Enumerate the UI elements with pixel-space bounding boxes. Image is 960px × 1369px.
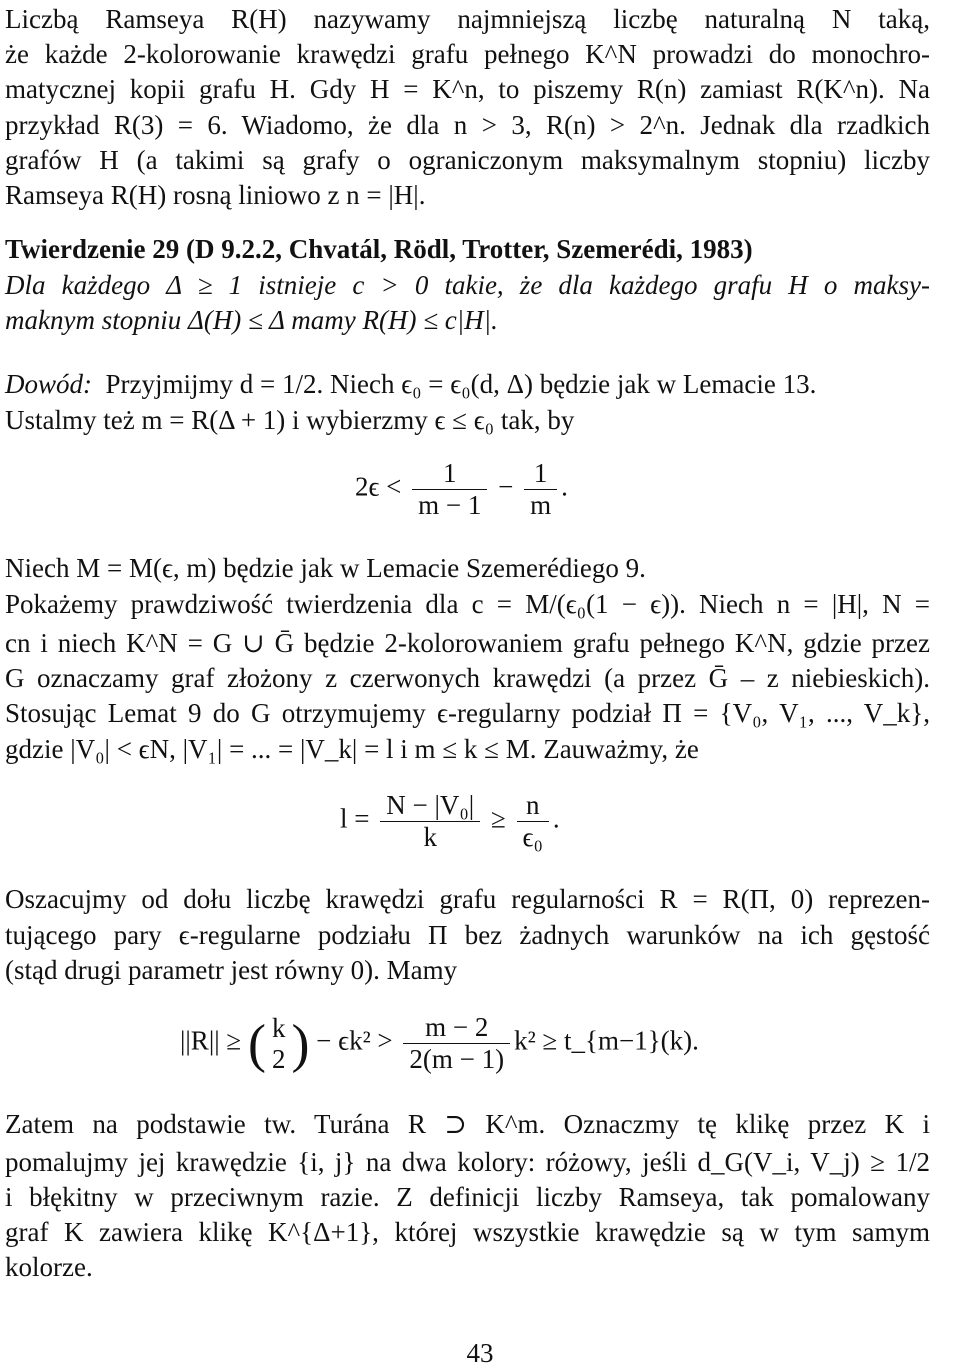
eq3-lhs: ||R|| ≥ bbox=[180, 1025, 242, 1056]
proof-para4-line-4: graf K zawiera klikę K^{Δ+1}, której wszystkie krawędzie są w tym samym bbox=[5, 1217, 930, 1247]
eq1-f2-num: 1 bbox=[533, 458, 548, 488]
intro-line-1: Liczbą Ramseya R(H) nazywamy najmniejszą liczbę naturalną N taką, bbox=[5, 4, 930, 34]
equation-3 bbox=[180, 1012, 699, 1075]
proof-para2-line-3: cn i niech K^N = G ∪ Ḡ będzie 2-kolorowaniem grafu pełnego K^N, gdzie przez bbox=[5, 628, 930, 658]
eq2-fraction-1 bbox=[380, 790, 480, 853]
eq1-fraction-1 bbox=[412, 458, 487, 521]
page-number: 43 bbox=[466, 1338, 494, 1368]
proof-line-1-text: Przyjmijmy d = 1/2. Niech ϵ₀ = ϵ₀(d, Δ) będzie jak w Lemacie 13. bbox=[105, 369, 817, 399]
eq2-den: k bbox=[380, 821, 480, 853]
proof-para2-line-5: Stosując Lemat 9 do G otrzymujemy ϵ-regularny podział Π = {V₀, V₁, ..., V_k}, bbox=[5, 698, 930, 728]
eq2-fraction-2 bbox=[517, 790, 549, 853]
eq2-lhs: l = bbox=[340, 803, 370, 834]
proof-para2-line-4: G oznaczamy graf złożony z czerwonych krawędzi (a przez Ḡ – z niebieskich). bbox=[5, 663, 930, 693]
eq2-den2: ϵ₀ bbox=[517, 821, 549, 853]
theorem-heading: Twierdzenie 29 (D 9.2.2, Chvatál, Rödl, Trotter, Szemerédi, 1983) bbox=[5, 234, 753, 264]
eq3-binomial bbox=[266, 1013, 292, 1075]
eq2-num: N − |V₀| bbox=[386, 790, 475, 820]
proof-para3-line-2: tującego pary ϵ-regularne podziału Π bez żadnych warunków na ich gęstość bbox=[5, 920, 930, 950]
proof-para4-line-5: kolorze. bbox=[5, 1252, 93, 1282]
theorem-statement-line-2: maknym stopniu Δ(H) ≤ Δ mamy R(H) ≤ c|H|. bbox=[5, 305, 498, 335]
intro-line-4: przykład R(3) = 6. Wiadomo, że dla n > 3, R(n) > 2^n. Jednak dla rzadkich bbox=[5, 110, 930, 140]
proof-para4-line-1: Zatem na podstawie tw. Turána R ⊃ K^m. Oznaczmy tę klikę przez K i bbox=[5, 1109, 930, 1139]
proof-para3-line-1: Oszacujmy od dołu liczbę krawędzi grafu regularności R = R(Π, 0) reprezen- bbox=[5, 884, 930, 914]
intro-line-3: matycznej kopii grafu H. Gdy H = K^n, to piszemy R(n) zamiast R(K^n). Na bbox=[5, 74, 930, 104]
eq2-num2: n bbox=[525, 790, 540, 820]
proof-para2-line-6: gdzie |V₀| < ϵN, |V₁| = ... = |V_k| = l i m ≤ k ≤ M. Zauważmy, że bbox=[5, 734, 699, 764]
eq1-tail: . bbox=[561, 471, 568, 502]
proof-line-1 bbox=[5, 367, 930, 401]
proof-para4-line-3: i błękitny w przeciwnym razie. Z definicji liczby Ramseya, tak pomalowany bbox=[5, 1182, 930, 1212]
eq1-f2-den: m bbox=[524, 489, 557, 521]
eq3-binom-top: k bbox=[271, 1012, 286, 1043]
proof-para4-line-2: pomalujmy jej krawędzie {i, j} na dwa kolory: różowy, jeśli d_G(V_i, V_j) ≥ 1/2 bbox=[5, 1147, 930, 1177]
eq1-minus: − bbox=[498, 471, 514, 502]
proof-label: Dowód: bbox=[5, 369, 92, 399]
proof-line-2: Ustalmy też m = R(Δ + 1) i wybierzmy ϵ ≤ ϵ₀ tak, by bbox=[5, 405, 575, 435]
eq1-f1-den: m − 1 bbox=[412, 489, 487, 521]
eq2-tail: . bbox=[552, 803, 560, 834]
eq3-fraction bbox=[403, 1012, 510, 1075]
proof-para2-line-2: Pokażemy prawdziwość twierdzenia dla c = M/(ϵ₀(1 − ϵ)). Niech n = |H|, N = bbox=[5, 589, 930, 619]
binom-right-paren: ) bbox=[291, 1013, 310, 1074]
equation-2 bbox=[340, 790, 560, 853]
intro-line-6: Ramseya R(H) rosną liniowo z n = |H|. bbox=[5, 180, 426, 210]
equation-1 bbox=[355, 458, 568, 521]
proof-para3-line-3: (stąd drugi parametr jest równy 0). Mamy bbox=[5, 955, 458, 985]
binom-left-paren: ( bbox=[247, 1013, 266, 1074]
intro-line-2: że każde 2-kolorowanie krawędzi grafu pełnego K^N prowadzi do monochro- bbox=[5, 39, 930, 69]
eq2-relation: ≥ bbox=[490, 803, 506, 834]
eq1-lhs: 2ϵ < bbox=[355, 471, 402, 502]
eq3-binom-bottom: 2 bbox=[271, 1043, 286, 1074]
eq3-mid: − ϵk² > bbox=[316, 1025, 393, 1056]
eq1-f1-num: 1 bbox=[443, 458, 457, 488]
eq1-fraction-2 bbox=[524, 458, 557, 521]
intro-line-5: grafów H (a takimi są grafy o ograniczonym maksymalnym stopniu) liczby bbox=[5, 145, 930, 175]
eq3-num: m − 2 bbox=[425, 1012, 489, 1042]
eq3-den: 2(m − 1) bbox=[403, 1043, 510, 1075]
proof-para2-line-1: Niech M = M(ϵ, m) będzie jak w Lemacie Szemerédiego 9. bbox=[5, 553, 646, 583]
theorem-statement-line-1: Dla każdego Δ ≥ 1 istnieje c > 0 takie, że dla każdego grafu H o maksy- bbox=[5, 270, 930, 300]
eq3-tail: k² ≥ t_{m−1}(k). bbox=[514, 1025, 699, 1056]
